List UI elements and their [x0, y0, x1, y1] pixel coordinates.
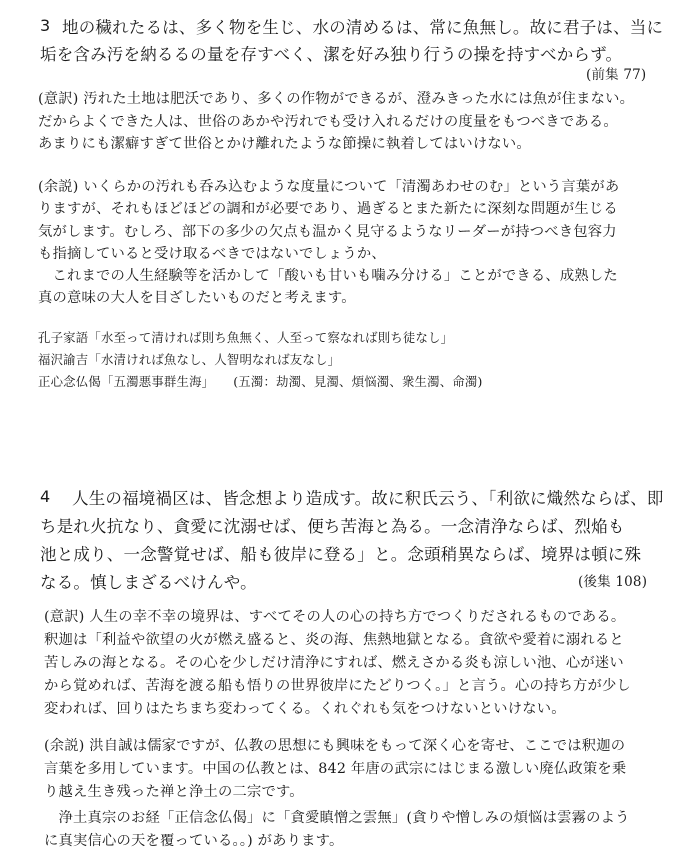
section-number: 3 [40, 16, 51, 35]
quote-line: 正心念仏偈「五濁悪事群生海」 (五濁：劫濁、見濁、煩悩濁、衆生濁、命濁) [38, 374, 483, 389]
translation-line: 苦しみの海となる。その心を少しだけ清浄にすれば、燃えさかる炎も涼しい池、心が迷い [44, 655, 624, 671]
commentary-line: これまでの人生経験等を活かして「酸いも甘いも噛み分ける」ことができる、成熟した [38, 268, 618, 284]
commentary-line: 言葉を多用しています。中国の仏教とは、842 年唐の武宗にはじまる激しい廃仏政策を乗 [44, 761, 627, 777]
quote-line: 福沢諭吉「水清ければ魚なし、人智明なれば友なし」 [38, 352, 341, 367]
section-number: 4 [40, 487, 51, 506]
quote-line: 孔子家語「水至って清ければ則ち魚無く、人至って察なれば則ち徒なし」 [38, 330, 454, 345]
source-reference: (後集 108) [578, 574, 648, 590]
classical-text-line: 池と成り、一念警覚せば、船も彼岸に登る」と。念頭稍異ならば、境界は頓に殊 [40, 545, 642, 564]
classical-text-line: 人生の福境禍区は、皆念想より造成す。故に釈氏云う、「利欲に熾然ならば、即 [72, 489, 664, 508]
commentary-line: (余説) 洪自誠は儒家ですが、仏教の思想にも興味をもって深く心を寄せ、ここでは釈迦の [44, 738, 626, 754]
source-reference: (前集 77) [586, 67, 647, 83]
translation-line: (意訳) 汚れた土地は肥沃であり、多くの作物ができるが、澄みきった水には魚が住まない。 [38, 91, 635, 107]
commentary-line: り越え生き残った禅と浄土の二宗です。 [44, 784, 304, 800]
classical-text-line: 垢を含み汚を納るるの量を存すべく、潔を好み独り行うの操を持すべからず。 [40, 45, 623, 64]
commentary-line: りますが、それもほどほどの調和が必要であり、過ぎるとまた新たに深刻な問題が生じる [38, 201, 618, 217]
commentary-line: も指摘していると受け取るべきではないでしょうか、 [38, 246, 386, 262]
translation-line: (意訳) 人生の幸不幸の境界は、すべてその人の心の持ち方でつくりだされるものである。 [44, 609, 626, 625]
classical-text-line: 地の穢れたるは、多く物を生じ、水の清めるは、常に魚無し。故に君子は、当に [62, 18, 664, 37]
commentary-line: 気がします。むしろ、部下の多少の欠点も温かく見守るようなリーダーが持つべき包容力 [38, 224, 617, 240]
commentary-line: 真の意味の大人を目ざしたいものだと考えます。 [38, 290, 356, 306]
translation-line: から覚めれば、苦海を渡る船も悟りの世界彼岸にたどりつく。」と言う。心の持ち方が少し [44, 678, 631, 694]
classical-text-line: ち是れ火抗なり、貪愛に沈溺せば、便ち苦海と為る。一念清浄ならば、烈焔も [40, 517, 625, 536]
commentary-line: 浄土真宗のお経「正信念仏偈」に「貪愛瞋憎之雲無」(貪りや憎しみの煩悩は雲霧のよう [44, 810, 630, 826]
translation-line: あまりにも潔癖すぎて世俗とかけ離れたような節操に執着してはいけない。 [38, 136, 531, 152]
commentary-line: に真実信心の天を覆っている。。) があります。 [44, 833, 344, 849]
translation-line: 変われば、回りはたちまち変わってくる。くれぐれも気をつけないといけない。 [44, 701, 566, 717]
translation-line: だからよくできた人は、世俗のあかや汚れでも受け入れるだけの度量をもつべきである。 [38, 114, 618, 130]
translation-line: 釈迦は「利益や欲望の火が燃え盛ると、炎の海、焦熱地獄となる。貪欲や愛着に溺れると [44, 632, 624, 648]
commentary-line: (余説) いくらかの汚れも呑み込むような度量について「清濁あわせのむ」という言葉があ [38, 179, 620, 195]
classical-text-line: なる。慎しまざるべけんや。 [40, 573, 257, 592]
